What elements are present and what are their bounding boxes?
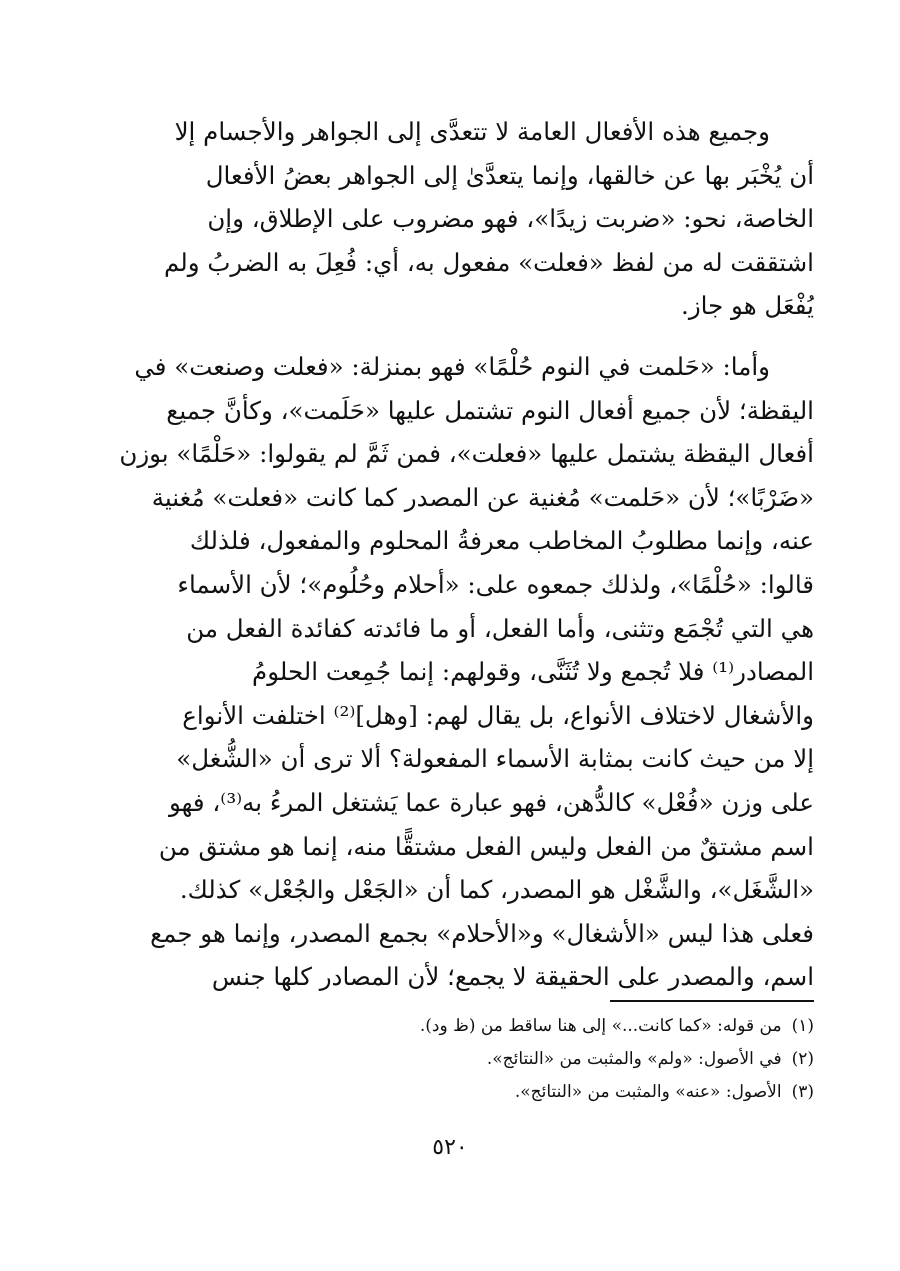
text-line: اسم، والمصدر على الحقيقة لا يجمع؛ لأن المصادر كلها جنس (211, 962, 814, 992)
text-line: الخاصة، نحو: «ضربت زيدًا»، فهو مضروب على الإطلاق، وإن (207, 204, 814, 234)
footnote-text: من قوله: «كما كانت...» إلى هنا ساقط من (ظ ود). (419, 1016, 782, 1036)
text-line: اشتققت له من لفظ «فعلت» مفعول به، أي: فُعِلَ به الضربُ ولم (163, 247, 814, 277)
text-line: فعلى هذا ليس «الأشغال» و«الأحلام» بجمع المصدر، وإنما هو جمع (150, 918, 814, 948)
footnote-number: (٢) (791, 1049, 814, 1069)
footnotes (88, 1010, 814, 1109)
footnote-text: في الأصول: «ولم» والمثبت من «النتائج». (486, 1049, 782, 1069)
text-line: أن يُخْبَر بها عن خالقها، وإنما يتعدَّىٰ إلى الجواهر بعضُ الأفعال (205, 160, 814, 190)
text-line: على وزن «فُعْل» كالدُّهن، فهو عبارة عما يَشتغل المرءُ به⁽³⁾، فهو (168, 787, 814, 817)
text-line: قالوا: «حُلْمًا»، ولذلك جمعوه على: «أحلام وحُلُوم»؛ لأن الأسماء (177, 569, 814, 599)
text-line: اسم مشتقٌ من الفعل وليس الفعل مشتقًّا منه، إنما هو مشتق من (158, 831, 814, 861)
text-line: هي التي تُجْمَع وتثنى، وأما الفعل، أو ما فائدته كفائدة الفعل من (186, 613, 814, 643)
paragraph-2 (88, 345, 814, 999)
footnote-1 (88, 1010, 814, 1043)
text-line: وأما: «حَلمت في النوم حُلْمًا» فهو بمنزلة: «فعلت وصنعت» في (134, 352, 770, 381)
text-line: وجميع هذه الأفعال العامة لا تتعدَّى إلى الجواهر والأجسام إلا (174, 117, 770, 146)
text-line: إلا من حيث كانت بمثابة الأسماء المفعولة؟ ألا ترى أن «الشُّغل» (176, 744, 814, 774)
footnote-3 (88, 1076, 814, 1109)
footnote-text: الأصول: «عنه» والمثبت من «النتائج». (514, 1082, 782, 1102)
paragraph-1 (88, 110, 814, 328)
footnote-number: (٣) (791, 1082, 814, 1102)
footnote-separator (610, 1000, 814, 1002)
text-line: «الشَّغَل»، والشَّغْل هو المصدر، كما أن «الجَعْل والجُعْل» كذلك. (179, 875, 814, 905)
text-line: يُفْعَل هو جاز. (681, 291, 814, 321)
text-line: عنه، وإنما مطلوبُ المخاطب معرفةُ المحلوم والمفعول، فلذلك (189, 526, 814, 556)
text-line: أفعال اليقظة يشتمل عليها «فعلت»، فمن ثَمَّ لم يقولوا: «حَلْمًا» بوزن (119, 439, 814, 469)
footnote-2 (88, 1043, 814, 1076)
text-line: المصادر⁽¹⁾ فلا تُجمع ولا تُثَنَّى، وقولهم: إنما جُمِعت الحلومُ (252, 657, 814, 687)
footnote-number: (١) (791, 1016, 814, 1036)
text-line: اليقظة؛ لأن جميع أفعال النوم تشتمل عليها «حَلَمت»، وكأنَّ جميع (166, 395, 814, 425)
text-line: والأشغال لاختلاف الأنواع، بل يقال لهم: [وهل]⁽²⁾ اختلفت الأنواع (182, 700, 814, 730)
text-line: «ضَرْبًا»؛ لأن «حَلمت» مُغنية عن المصدر كما كانت «فعلت» مُغنية (151, 482, 814, 512)
page-number: ٥٢٠ (432, 1135, 468, 1160)
